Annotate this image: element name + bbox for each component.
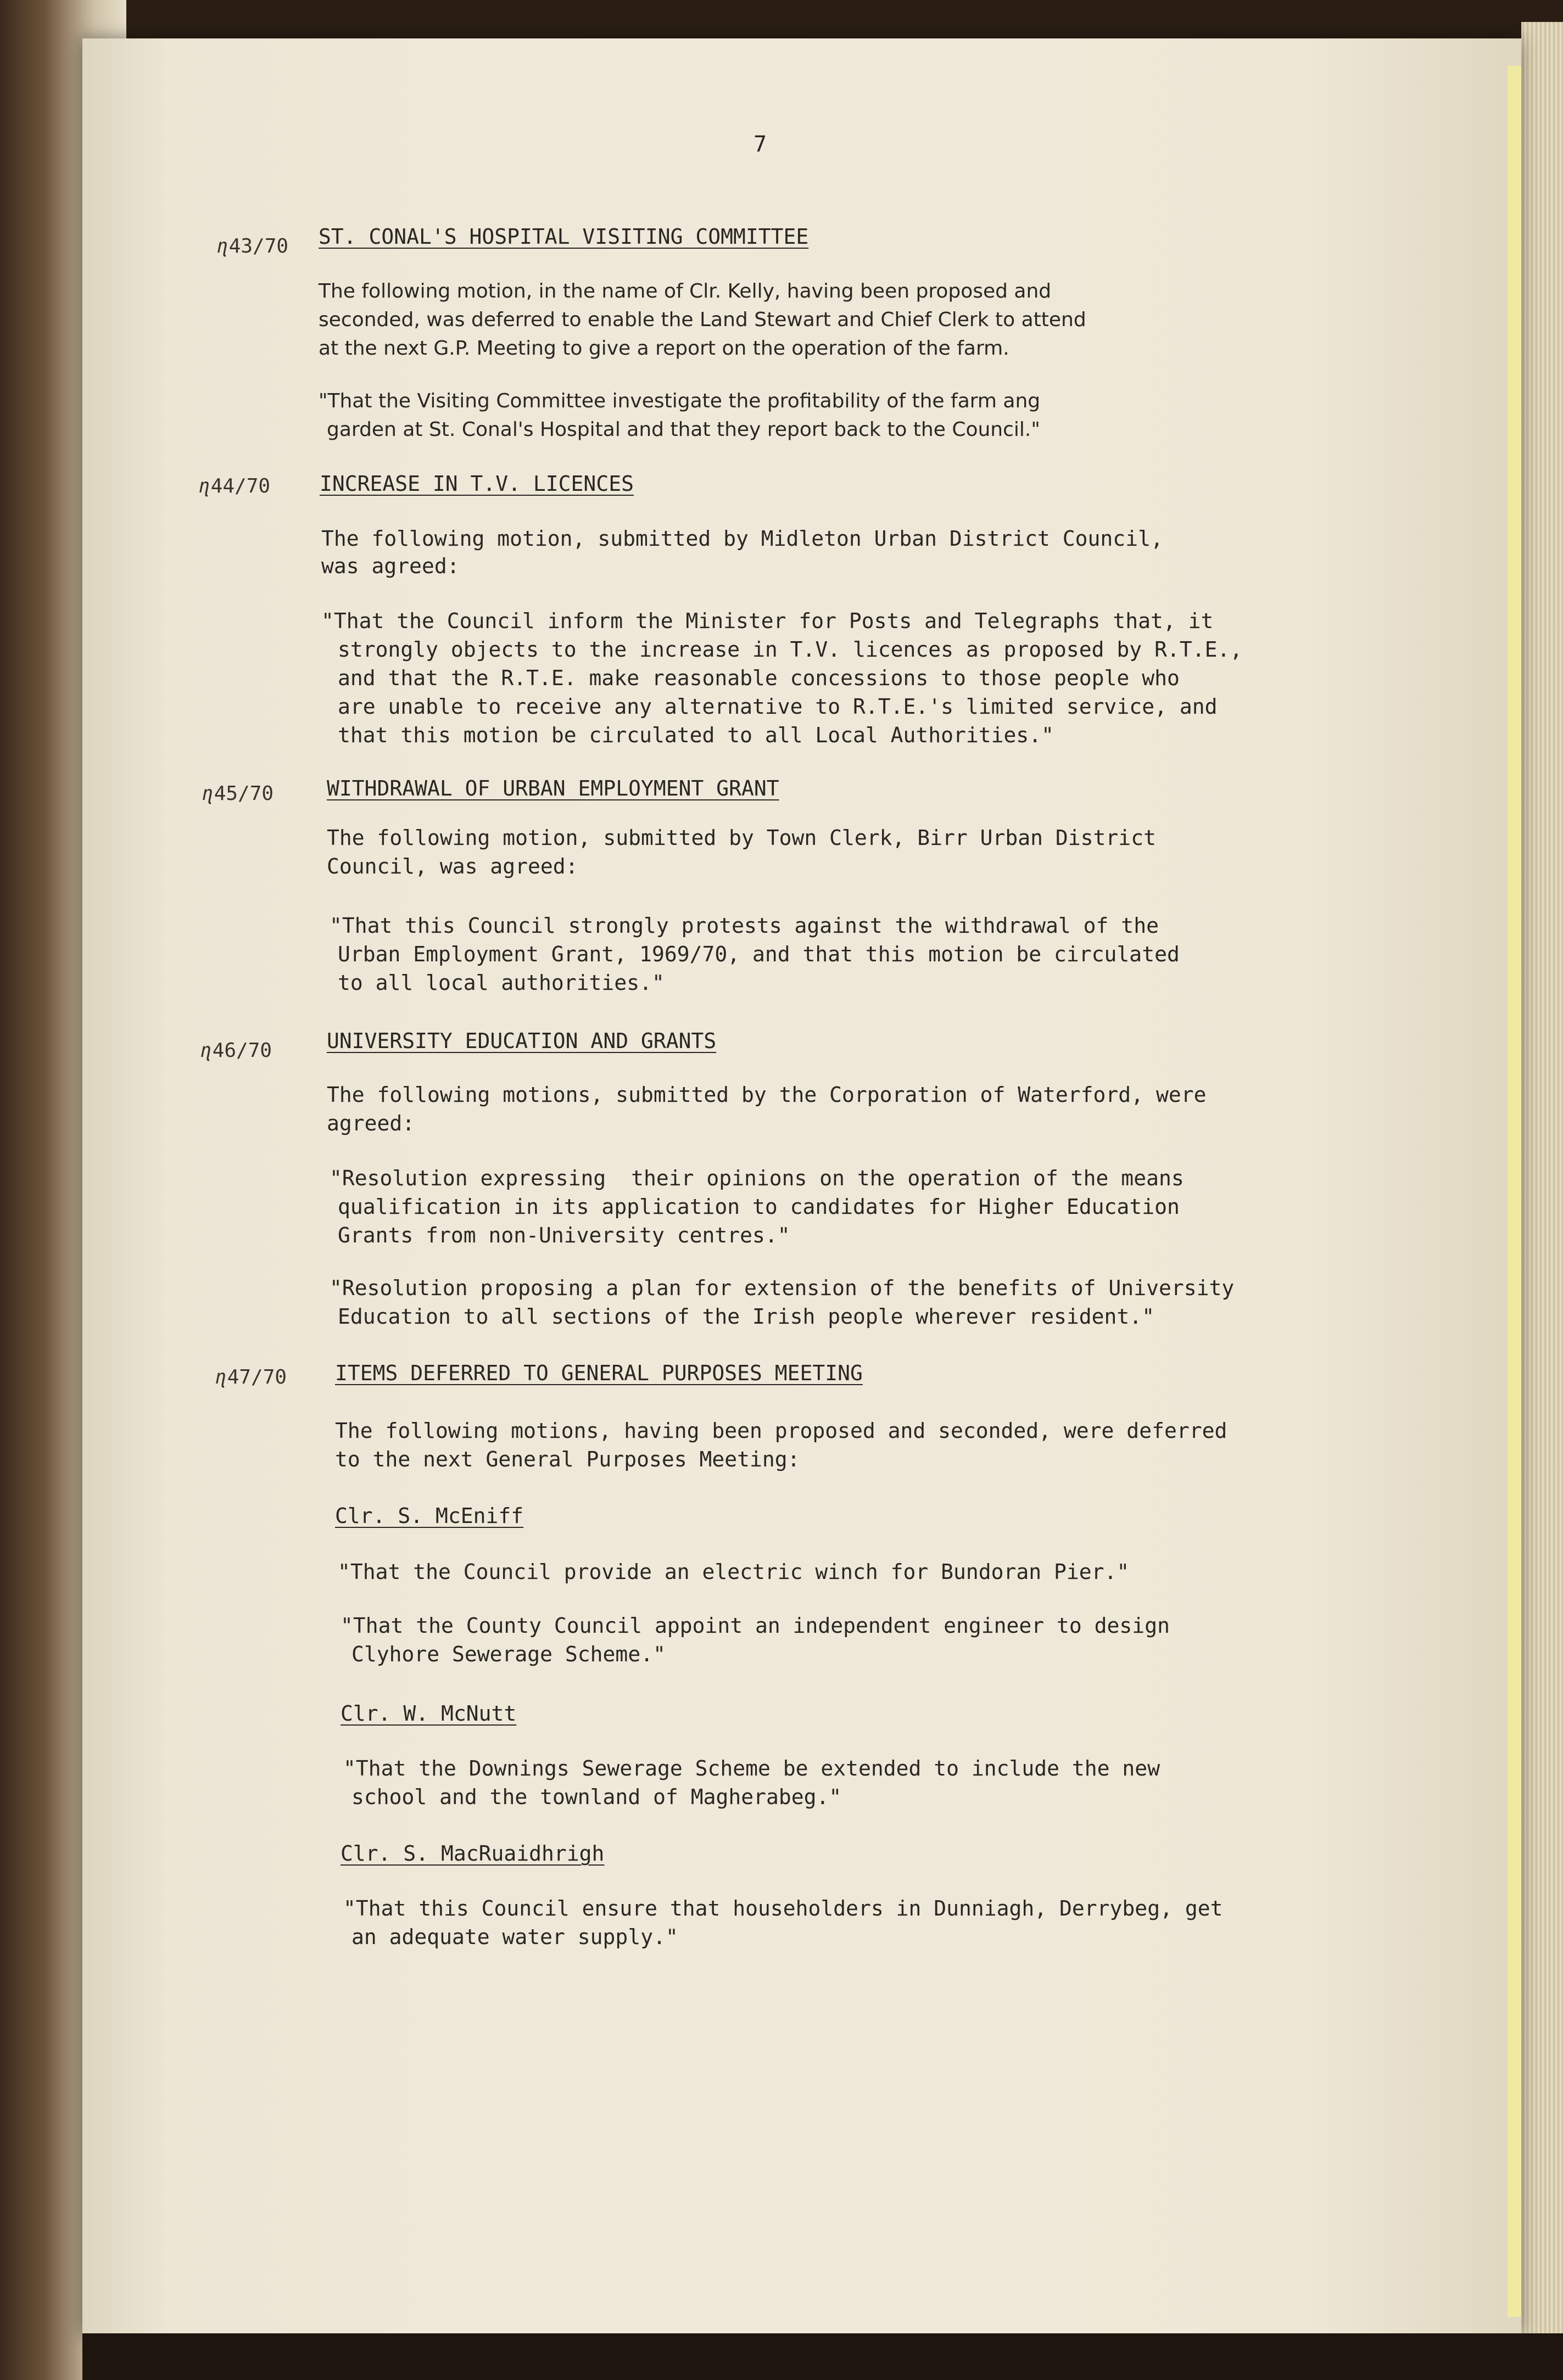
minute-number: ɳ44/70 <box>199 475 271 497</box>
body-line: Education to all sections of the Irish people wherever resident." <box>338 1304 1155 1329</box>
page-number: 7 <box>753 132 767 157</box>
section-heading: UNIVERSITY EDUCATION AND GRANTS <box>327 1029 717 1053</box>
body-line: Clyhore Sewerage Scheme." <box>351 1642 666 1666</box>
minute-number: ɳ47/70 <box>215 1366 287 1388</box>
body-line: school and the townland of Magherabeg." <box>351 1785 842 1809</box>
body-line: "That the County Council appoint an independent engineer to design <box>340 1614 1170 1638</box>
body-line: strongly objects to the increase in T.V. licences as proposed by R.T.E., <box>338 637 1243 662</box>
yellow-tab-strip <box>1508 66 1521 2317</box>
body-line: "That this Council strongly protests against the withdrawal of the <box>330 914 1159 938</box>
minute-number: ɳ43/70 <box>217 235 289 257</box>
body-line: Grants from non-University centres." <box>338 1223 790 1247</box>
body-line: Council, was agreed: <box>327 854 578 878</box>
body-line: to all local authorities." <box>338 971 665 995</box>
body-line: The following motions, submitted by the Corporation of Waterford, were <box>327 1083 1207 1107</box>
body-line: seconded, was deferred to enable the Land Stewart and Chief Clerk to attend <box>319 309 1086 331</box>
section-heading: WITHDRAWAL OF URBAN EMPLOYMENT GRANT <box>327 776 779 800</box>
body-line: The following motion, submitted by Midleton Urban District Council, <box>321 527 1163 551</box>
body-line: at the next G.P. Meeting to give a report on the operation of the farm. <box>319 337 1009 360</box>
body-line: that this motion be circulated to all Local Authorities." <box>338 723 1054 747</box>
body-line: an adequate water supply." <box>351 1925 678 1949</box>
councillor-name: Clr. S. MacRuaidhrigh <box>340 1841 605 1866</box>
body-line: "Resolution proposing a plan for extension of the benefits of University <box>330 1276 1235 1300</box>
body-line: "That this Council ensure that householders in Dunniagh, Derrybeg, get <box>343 1896 1223 1920</box>
body-line: qualification in its application to candidates for Higher Education <box>338 1195 1180 1219</box>
councillor-name: Clr. W. McNutt <box>340 1701 517 1726</box>
councillor-name: Clr. S. McEniff <box>335 1504 524 1528</box>
bottom-shadow <box>82 2333 1563 2380</box>
body-line: Urban Employment Grant, 1969/70, and that this motion be circulated <box>338 942 1180 966</box>
body-line: to the next General Purposes Meeting: <box>335 1447 800 1471</box>
body-line: The following motion, submitted by Town Clerk, Birr Urban District <box>327 826 1156 850</box>
body-line: "That the Visiting Committee investigate the profitability of the farm ang <box>319 390 1041 412</box>
body-line: agreed: <box>327 1111 415 1135</box>
minute-number: ɳ46/70 <box>200 1039 272 1062</box>
section-heading: INCREASE IN T.V. LICENCES <box>320 472 634 496</box>
body-line: "That the Council inform the Minister for Posts and Telegraphs that, it <box>321 609 1214 633</box>
body-line: are unable to receive any alternative to R.T.E.'s limited service, and <box>338 695 1218 719</box>
page-edges <box>1521 22 1563 2350</box>
body-line: was agreed: <box>321 554 460 578</box>
body-line: "That the Downings Sewerage Scheme be extended to include the new <box>343 1756 1160 1780</box>
body-line: "Resolution expressing their opinions on the operation of the means <box>330 1166 1184 1190</box>
body-line: and that the R.T.E. make reasonable concessions to those people who <box>338 666 1180 690</box>
minute-number: ɳ45/70 <box>202 782 274 805</box>
section-heading: ITEMS DEFERRED TO GENERAL PURPOSES MEETING <box>335 1361 863 1385</box>
body-line: "That the Council provide an electric winch for Bundoran Pier." <box>338 1560 1130 1584</box>
body-line: The following motions, having been proposed and seconded, were deferred <box>335 1419 1227 1443</box>
body-line: The following motion, in the name of Clr. Kelly, having been proposed and <box>319 280 1052 303</box>
section-heading: ST. CONAL'S HOSPITAL VISITING COMMITTEE <box>319 225 809 249</box>
body-line: garden at St. Conal's Hospital and that they report back to the Council." <box>327 418 1040 441</box>
